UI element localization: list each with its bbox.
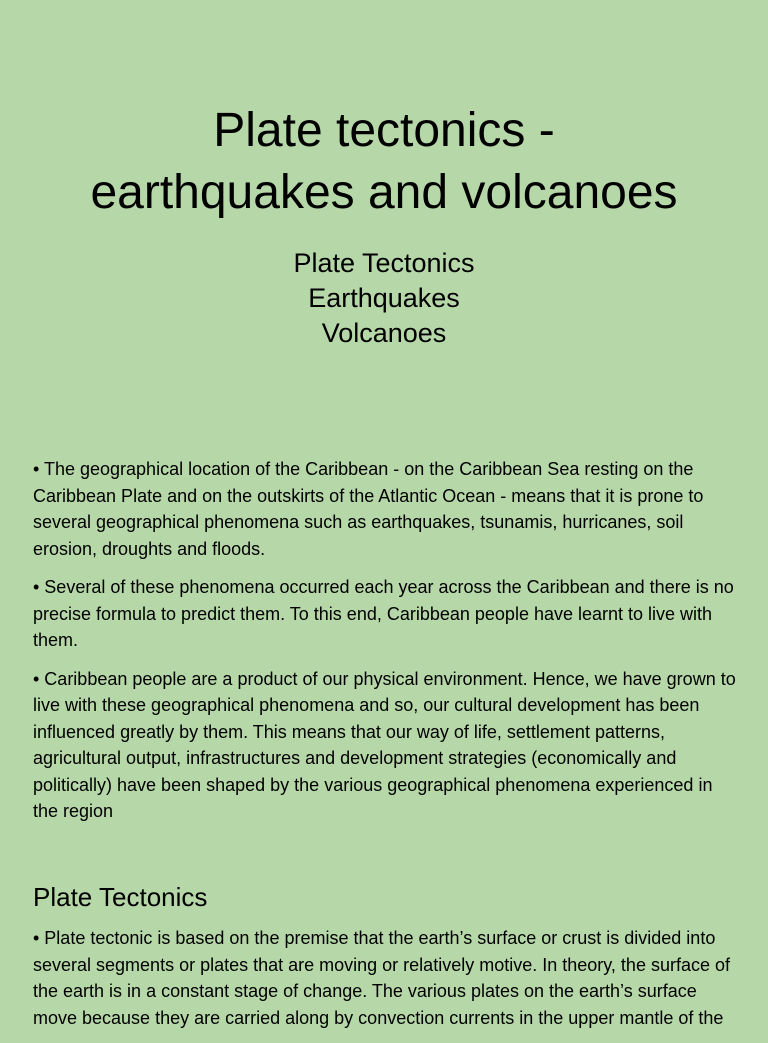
topic-list: [0, 246, 768, 351]
topic-volcanoes: Volcanoes: [321, 318, 447, 348]
section-heading: Plate Tectonics: [33, 882, 208, 912]
section-body: [33, 925, 741, 1043]
topic-earthquakes: Earthquakes: [308, 283, 460, 313]
intro-paragraph-3: • Caribbean people are a product of our physical environment. Hence, we have grown to live with these geographical phenomena and so, our cultural development has been influenced greatly by them. This means that our way of life, settlement patterns, agricultural output, infrastructures and development strategies (economically and politically) have been shaped by the various geographical phenomena experienced in the region: [33, 668, 736, 821]
intro-paragraph-1: • The geographical location of the Caribbean - on the Caribbean Sea resting on the Caribbean Plate and on the outskirts of the Atlantic Ocean - means that it is prone to several geographical phenomena such as earthquakes, tsunamis, hurricanes, soil erosion, droughts and floods.: [33, 459, 704, 559]
title-line-2: earthquakes and volcanoes: [90, 166, 678, 219]
intro-paragraph-2: • Several of these phenomena occurred each year across the Caribbean and there is no precise formula to predict them. To this end, Caribbean people have learnt to live with them.: [33, 577, 734, 650]
intro-body: [33, 456, 741, 837]
page-title: [0, 100, 768, 224]
title-line-1: Plate tectonics -: [213, 104, 555, 157]
section-paragraph: • Plate tectonic is based on the premise that the earth’s surface or crust is divided into several segments or plates that are moving or relatively motive. In theory, the surface of the earth is in a constant stage of change. The various plates on the earth’s surface move because they are carried along by convection currents in the upper mantle of the: [33, 928, 730, 1028]
topic-plate-tectonics: Plate Tectonics: [293, 248, 475, 278]
